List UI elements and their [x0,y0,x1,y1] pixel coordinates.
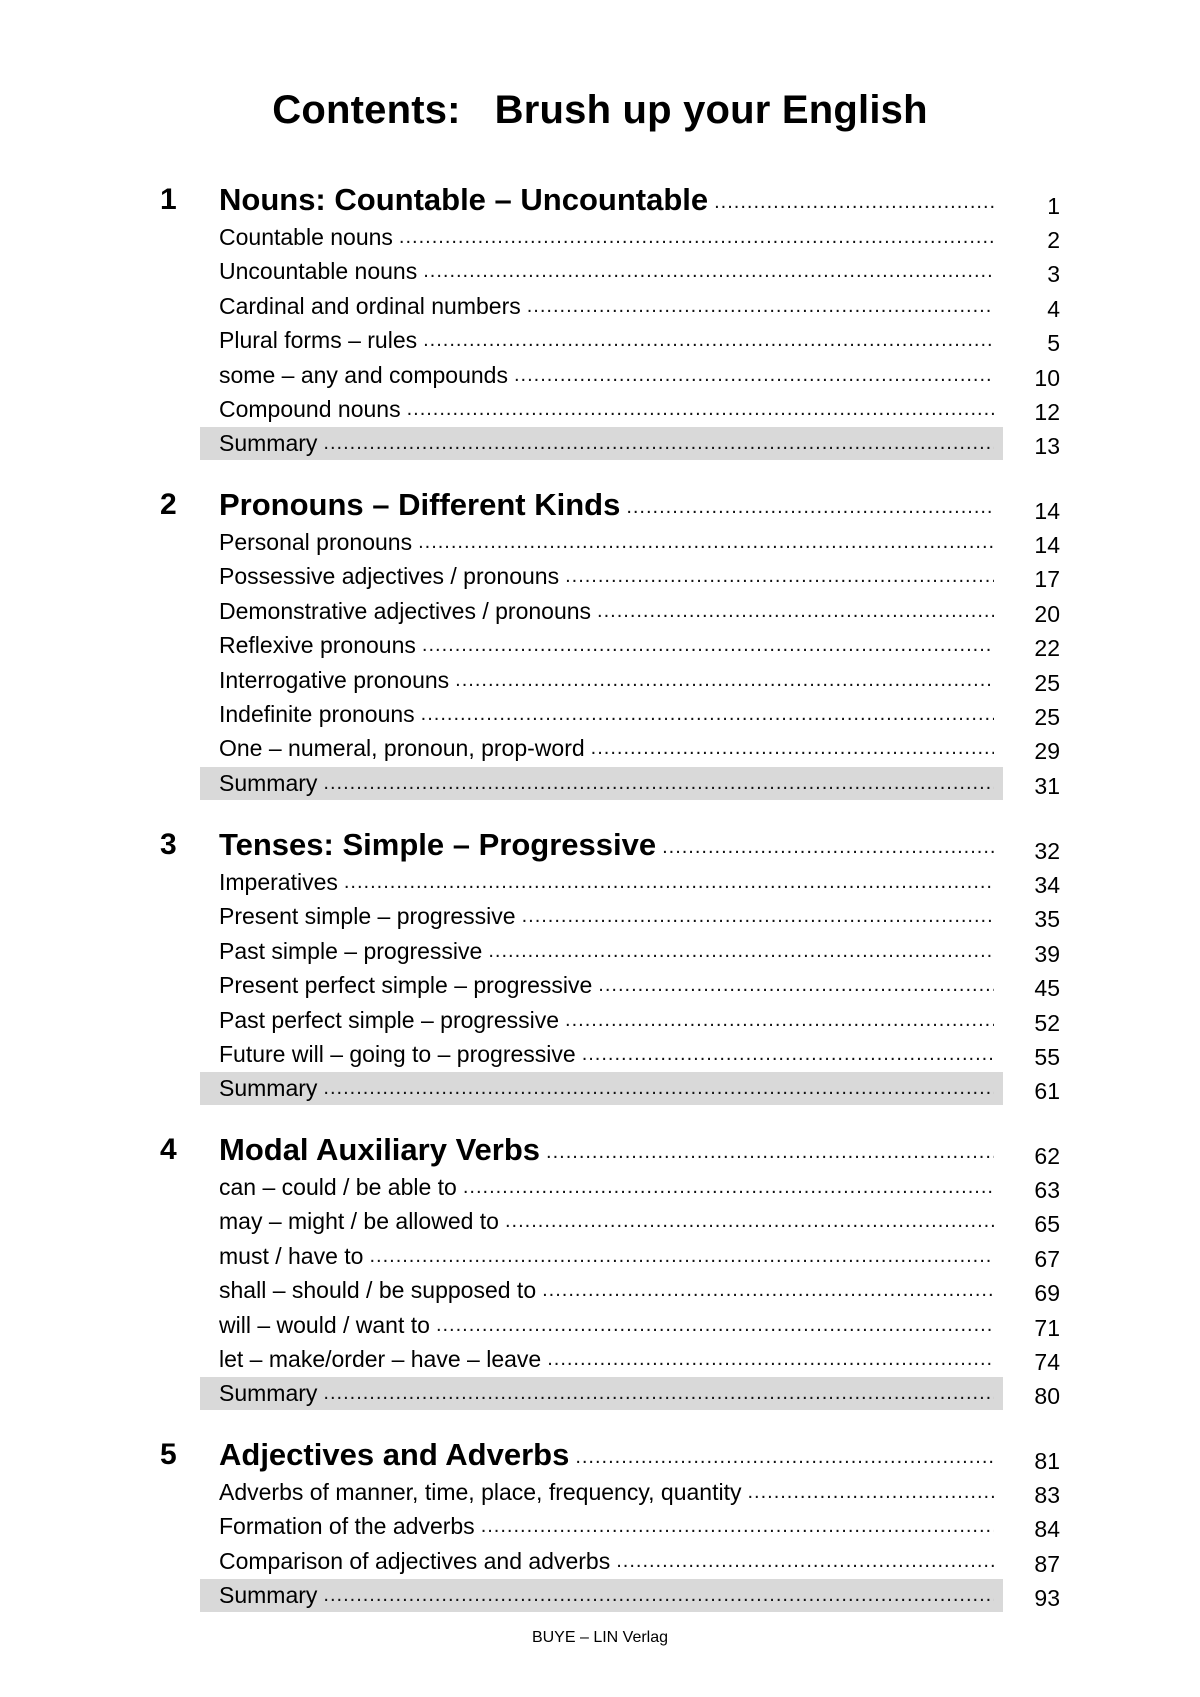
dot-leader [423,328,994,354]
chapter-page-number: 32 [1034,838,1060,864]
entry-page-number: 71 [1034,1314,1060,1341]
entry-page-number: 52 [1034,1009,1060,1036]
chapter-title: Tenses: Simple – Progressive [219,827,657,862]
entry-page-number: 61 [1034,1078,1060,1105]
toc-entry[interactable] [0,1273,1200,1307]
entry-page-number: 83 [1034,1482,1060,1508]
entry-label: Past simple – progressive [219,937,483,964]
entry-label: Possessive adjectives / pronouns [219,563,560,590]
entry-page-number: 45 [1034,975,1060,1002]
entry-label: Summary [219,1582,318,1609]
toc-entry[interactable] [0,254,1200,288]
entry-label: let – make/order – have – leave [219,1345,542,1372]
toc-entry-summary[interactable] [0,1071,1200,1105]
entry-label: shall – should / be supposed to [219,1277,537,1304]
chapter-page-number: 62 [1034,1143,1060,1169]
dot-leader [323,1583,994,1609]
page-title: Contents: Brush up your English [272,88,928,132]
dot-leader [463,1175,994,1201]
dot-leader [747,1480,994,1506]
entry-page-number: 69 [1034,1280,1060,1307]
entry-label: Personal pronouns [219,529,413,555]
chapter-4 [0,1130,1200,1411]
entry-label: will – would / want to [219,1311,430,1338]
dot-leader [323,771,994,797]
dot-leader [344,870,994,896]
dot-leader [598,973,994,999]
entry-page-number: 67 [1034,1245,1060,1272]
toc-entry[interactable] [0,559,1200,593]
entry-label: Future will – going to – progressive [219,1040,576,1067]
entry-label: Summary [219,1075,318,1102]
toc-entry[interactable] [0,1342,1200,1376]
chapter-number: 2 [160,488,177,521]
dot-leader [514,363,994,389]
chapter-title: Modal Auxiliary Verbs [219,1132,541,1167]
dot-leader [662,835,994,863]
dot-leader [522,904,994,930]
entry-page-number: 74 [1034,1348,1060,1375]
chapter-number: 5 [160,1438,177,1471]
entry-page-number: 63 [1034,1177,1060,1203]
toc-entry[interactable] [0,289,1200,323]
entry-page-number: 39 [1034,940,1060,967]
entry-page-number: 35 [1034,906,1060,933]
entry-label: Present perfect simple – progressive [219,972,593,999]
chapter-heading[interactable] [0,825,1200,865]
toc-entry-summary[interactable] [0,426,1200,460]
dot-leader [565,564,994,590]
entry-page-number: 13 [1034,433,1060,460]
entry-page-number: 2 [1047,227,1060,253]
entry-page-number: 80 [1034,1383,1060,1410]
entry-label: Compound nouns [219,395,401,422]
toc-entry[interactable] [0,1239,1200,1273]
toc-entry[interactable] [0,525,1200,559]
entry-label: Indefinite pronouns [219,700,415,727]
dot-leader [399,225,994,251]
chapter-5 [0,1435,1200,1613]
entry-page-number: 12 [1034,398,1060,425]
entry-label: some – any and compounds [219,361,508,388]
dot-leader [714,190,994,218]
chapter-number: 4 [160,1133,177,1166]
entry-label: Adverbs of manner, time, place, frequency, quantity [219,1479,742,1505]
entry-page-number: 25 [1034,669,1060,696]
entry-label: Summary [219,1380,318,1407]
entry-page-number: 31 [1034,772,1060,799]
toc-entry[interactable] [0,934,1200,968]
entry-label: Present simple – progressive [219,903,516,930]
entry-page-number: 25 [1034,703,1060,730]
dot-leader [616,1549,994,1575]
dot-leader [369,1244,994,1270]
entry-label: Interrogative pronouns [219,666,450,693]
dot-leader [436,1313,994,1339]
entry-page-number: 4 [1047,295,1060,322]
chapter-heading[interactable] [0,1130,1200,1170]
toc-entry-summary[interactable] [0,1578,1200,1612]
dot-leader [591,736,994,762]
dot-leader [582,1042,994,1068]
dot-leader [455,668,994,694]
dot-leader [546,1140,994,1168]
toc-entry[interactable] [0,594,1200,628]
entry-page-number: 20 [1034,600,1060,627]
dot-leader [575,1445,994,1473]
entry-page-number: 14 [1034,532,1060,558]
toc-entry-summary[interactable] [0,1376,1200,1410]
toc-entry[interactable] [0,628,1200,662]
toc-entry[interactable] [0,865,1200,899]
entry-page-number: 34 [1034,872,1060,898]
entry-label: Reflexive pronouns [219,632,416,659]
chapter-page-number: 14 [1034,498,1060,524]
entry-label: can – could / be able to [219,1174,457,1200]
dot-leader [542,1278,994,1304]
dot-leader [527,294,994,320]
entry-label: Summary [219,769,318,796]
entry-label: Imperatives [219,869,338,895]
entry-label: One – numeral, pronoun, prop-word [219,735,585,762]
entry-label: Comparison of adjectives and adverbs [219,1547,611,1574]
dot-leader [407,397,994,423]
chapter-page-number: 81 [1034,1448,1060,1474]
entry-page-number: 3 [1047,261,1060,288]
dot-leader [565,1008,994,1034]
toc-entry[interactable] [0,1037,1200,1071]
toc-entry[interactable] [0,1475,1200,1509]
toc-entry[interactable] [0,697,1200,731]
chapter-page-number: 1 [1047,193,1060,219]
toc-entry[interactable] [0,358,1200,392]
entry-label: Countable nouns [219,224,393,250]
chapter-number: 3 [160,828,177,861]
toc-entry[interactable] [0,1308,1200,1342]
chapter-2 [0,485,1200,800]
toc-entry[interactable] [0,392,1200,426]
dot-leader [418,530,994,556]
toc-entry-summary[interactable] [0,766,1200,800]
toc-entry[interactable] [0,1003,1200,1037]
entry-page-number: 87 [1034,1550,1060,1577]
entry-label: Plural forms – rules [219,327,418,354]
entry-page-number: 29 [1034,738,1060,765]
dot-leader [421,702,994,728]
footer-publisher: BUYE – LIN Verlag [531,1629,669,1646]
entry-label: Formation of the adverbs [219,1513,475,1540]
chapter-heading[interactable] [0,180,1200,220]
entry-page-number: 22 [1034,635,1060,662]
entry-page-number: 93 [1034,1585,1060,1612]
entry-page-number: 84 [1034,1516,1060,1543]
entry-label: Demonstrative adjectives / pronouns [219,597,592,624]
chapter-heading[interactable] [0,485,1200,525]
toc-entry[interactable] [0,220,1200,254]
dot-leader [422,633,994,659]
dot-leader [323,1076,994,1102]
toc-entry[interactable] [0,323,1200,357]
dot-leader [505,1209,994,1235]
toc-entry[interactable] [0,663,1200,697]
toc-entry[interactable] [0,1509,1200,1543]
dot-leader [323,1381,994,1407]
chapter-title: Pronouns – Different Kinds [219,487,621,522]
entry-label: Summary [219,430,318,457]
dot-leader [597,599,994,625]
dot-leader [423,259,994,285]
chapter-1 [0,180,1200,461]
chapter-3 [0,825,1200,1106]
entry-page-number: 17 [1034,566,1060,593]
toc-entry[interactable] [0,731,1200,765]
dot-leader [547,1347,994,1373]
entry-label: Cardinal and ordinal numbers [219,292,521,319]
toc-entry[interactable] [0,1204,1200,1238]
chapter-title: Nouns: Countable – Uncountable [219,182,709,217]
entry-page-number: 10 [1034,364,1060,391]
entry-label: Uncountable nouns [219,258,418,285]
entry-page-number: 65 [1034,1211,1060,1238]
chapter-heading[interactable] [0,1435,1200,1475]
entry-label: must / have to [219,1242,364,1269]
toc-entry[interactable] [0,899,1200,933]
entry-label: Past perfect simple – progressive [219,1006,560,1033]
dot-leader [626,495,994,523]
chapter-title: Adjectives and Adverbs [219,1437,570,1472]
dot-leader [481,1514,994,1540]
entry-page-number: 55 [1034,1043,1060,1070]
chapter-number: 1 [160,183,177,216]
toc-entry[interactable] [0,968,1200,1002]
toc-entry[interactable] [0,1544,1200,1578]
dot-leader [488,939,994,965]
toc-entry[interactable] [0,1170,1200,1204]
dot-leader [323,431,994,457]
entry-label: may – might / be allowed to [219,1208,499,1235]
entry-page-number: 5 [1047,330,1060,357]
